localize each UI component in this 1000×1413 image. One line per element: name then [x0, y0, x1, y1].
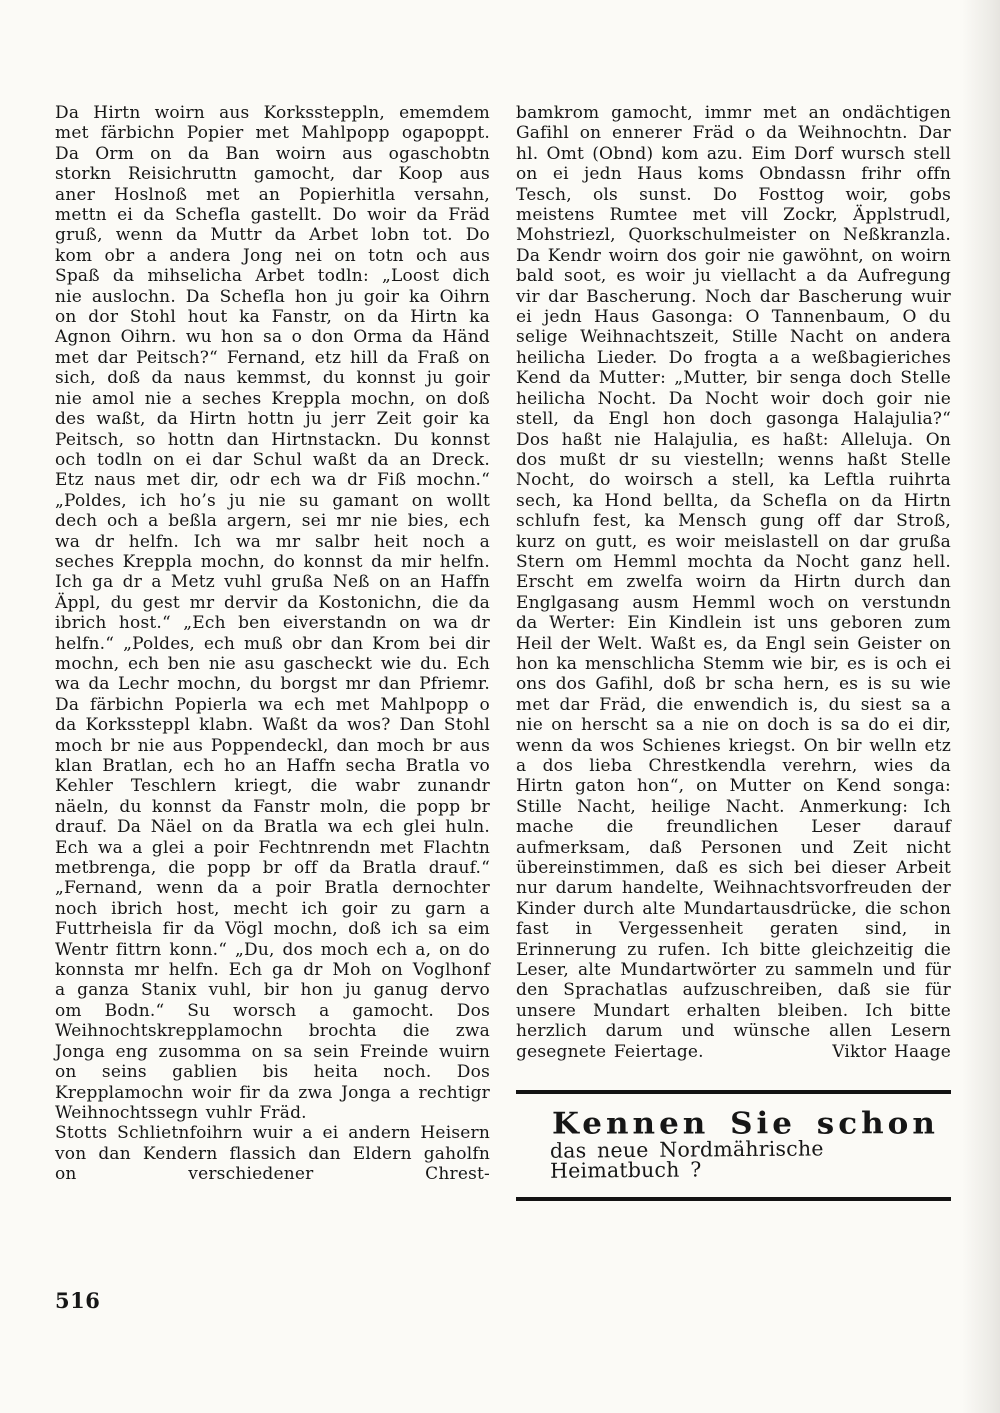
page-number: 516: [55, 1288, 101, 1313]
promo-heading: Kennen Sie schon: [552, 1106, 939, 1142]
promo-box: [516, 1090, 951, 1201]
body-paragraph: Stotts Schlietnfoihrn wuir a ei andern Heisern von dan Kendern flassich dan Eldern gaholfn on verschiedener Chrest-: [55, 1123, 490, 1185]
author-signature: Viktor Haage: [832, 1041, 951, 1062]
promo-subheading: das neue Nordmährische Heimatbuch ?: [549, 1135, 824, 1183]
closing-text: gesegnete Feiertage.: [516, 1041, 704, 1062]
text-columns: [55, 103, 951, 1201]
closing-line: [516, 1042, 951, 1062]
right-column: [516, 103, 951, 1201]
left-column: [55, 103, 490, 1201]
body-paragraph: bamkrom gamocht, immr met an ondächtigen Gafihl on ennerer Fräd o da Weihnochtn. Dar hl. Omt (Obnd) kom azu. Eim Dorf wursch stell on ei jedn Haus koms Obndassn frihr offn Tesch, ols sunst. Do Fosttog woir, gobs meistens Rumtee met vill Zockr, Äpplstrudl, Mohstriezl, Quorkschulmeister on Neßkranzla. Da Kendr woirn dos goir nie gawöhnt, on woirn bald soot, es woir ju viellacht a da Aufregung vir dar Bascherung. Noch dar Bascherung wuir ei jedn Haus Gasonga: O Tannenbaum, O du selige Weihnachtszeit, Stille Nacht on andera heilicha Lieder. Do frogta a a weßbagieriches Kend da Mutter: „Mutter, bir senga doch Stelle heilicha Nocht. Da Nocht woir doch goir nie stell, da Engl hon doch gasonga Halajulia?“ Dos haßt nie Halajulia, es haßt: Alleluja. On dos mußt dr su viestelln; wenns haßt Stelle Nocht, do woirsch a stell, ka Leftla ruihrta sech, ka Hond bellta, da Schefla on da Hirtn schlufn fest, ka Mensch gung off dar Stroß, kurz on gutt, es woir meislastell on dar grußa Stern om Hemml mochta da Nocht ganz hell. Erscht em zwelfa woirn da Hirtn durch dan Englgasang ausm Hemml woch on verstundn da Werter: Ein Kindlein ist uns geboren zum Heil der Welt. Waßt es, da Engl sein Geister on hon ka menschlicha Stemm wie bir, es is och ei ons dos Gafihl, doß br scha hern, es is su wie met dar Fräd, die enwendich is, du siest sa a nie on herscht sa a nie on doch is sa do ei dir, wenn da wos Schienes kriegst. On bir welln etz a dos lieba Chrestkendla verehrn, wies da Hirtn gaton hon“, on Mutter on Kend songa: Stille Nacht, heilige Nacht. Anmerkung: Ich mache die freundlichen Leser darauf aufmerksam, daß Personen und Zeit nicht übereinstimmen, daß es sich bei dieser Arbeit nur darum handelte, Weihnachtsvorfreuden der Kinder durch alte Mundartausdrücke, die schon fast in Vergessenheit geraten sind, in Erinnerung zu rufen. Ich bitte gleichzeitig die Leser, alte Mundartwörter zu sammeln und für den Sprachatlas aufzuschreiben, daß sie für unsere Mundart erhalten bleiben. Ich bitte herzlich darum und wünsche allen Lesern: [516, 103, 951, 1042]
body-paragraph: Da Hirtn woirn aus Korkssteppln, ememdem met färbichn Popier met Mahlpopp ogapoppt. Da Orm on da Ban woirn aus ogaschobtn storkn Reisichruttn gamocht, dar Koop aus aner Hoslnoß met an Popierhitla versahn, mettn ei da Schefla gastellt. Do woir da Fräd gruß, wenn da Muttr da Arbet lobn tot. Do kom obr a andera Jong nei on totn och aus Spaß da mihselicha Arbet todln: „Loost dich nie auslochn. Da Schefla hon ju goir ka Oihrn on dor Stohl hout ka Fanstr, on da Hirtn ka Agnon Oihrn. wu hon sa o don Orma da Händ met dar Peitsch?“ Fernand, etz hill da Fraß on sich, doß da naus kemmst, du konnst ju goir nie amol nie a seches Kreppla mochn, on doß des waßt, da Hirtn hottn ju jerr Zeit goir ka Peitsch, so hottn dan Hirtnstackn. Du konnst och todln on ei dar Schul waßt da an Dreck. Etz naus met dir, odr ech wa dr Fiß mochn.“ „Poldes, ich ho’s ju nie su gamant on wollt dech och a beßla argern, sei mr nie bies, ech wa dr helfn. Ich wa mr salbr heit noch a seches Kreppla mochn, do konnst da mir helfn. Ich ga dr a Metz vuhl grußa Neß on an Haffn Äppl, du gest mr dervir da Kostonichn, die da ibrich host.“ „Ech ben eiverstandn on wa dr helfn.“ „Poldes, ech muß obr dan Krom bei dir mochn, ech ben nie asu gascheckt wie du. Ech wa da Lechr mochn, du borgst mr dan Pfriemr. Da färbichn Popierla wa ech met Mahlpopp o da Korkssteppl klabn. Waßt da wos? Dan Stohl moch br nie aus Poppendeckl, dan moch br aus klan Bratlan, ech ho an Haffn secha Bratla vo Kehler Teschlern kriegt, die wabr zunandr näeln, du konnst da Fanstr moln, die popp br drauf. Da Näel on da Bratla wa ech glei huln. Ech wa a glei a poir Fechtnrendn met Flachtn metbrenga, die popp br off da Bratla drauf.“ „Fernand, wenn da a poir Bratla dernochter noch ibrich host, mecht ich goir zu garn a Futtrheisla fir da Vögl mochn, doß ich sa eim Wentr fittrn konn.“ „Du, dos moch ech a, on do konnsta mr helfn. Ech ga dr Moh on Voglhonf a ganza Stanix vuhl, bir hon ju ganug dervo om Bodn.“ Su worsch a gamocht. Dos Weihnochtskrepplamochn brochta die zwa Jonga eng zusomma on sa sein Freinde wuirn on seins gablien bis heita noch. Dos Krepplamochn woir fir da zwa Jonga a rechtigr Weihnochtssegn vuhlr Fräd.: [55, 103, 490, 1123]
